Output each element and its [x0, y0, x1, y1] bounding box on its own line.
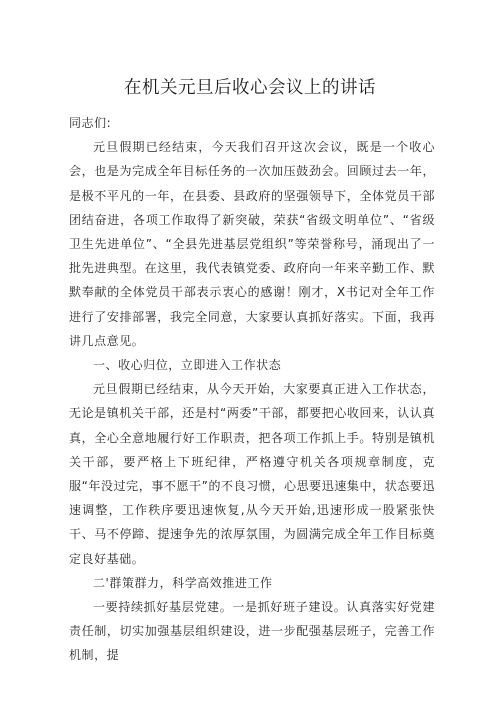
- section-heading-2: 二'群策群力，科学高效推进工作: [93, 575, 273, 590]
- document-body: [69, 111, 435, 668]
- section-heading-1: 一、收心归位，立即进入工作状态: [93, 358, 282, 373]
- paragraph-section-2: 一要持续抓好基层党建。一是抓好班子建设。认真落实好党建责任制，切实加强基层组织建设，进一步配强基层班子，完善工作机制，提: [69, 600, 435, 663]
- paragraph-section-1: 元旦假期已经结束，从今天开始，大家要真正进入工作状态，无论是镇机关干部，还是村“两委”干部，都要把心收回来，认认真真，全心全意地履行好工作职责，把各项工作抓上手。特别是镇机关干部，要严格上下班纪律，严格遵守机关各项规章制度，克服“年没过完，事不愿干”的不良习惯，心思要迅速集中，状态要迅速调整，工作秩序要迅速恢复,从今天开始,迅速形成一股紧张快干、马不停蹄、提速争先的浓厚氛围，为圆满完成全年工作目标奠定良好基础。: [69, 382, 435, 566]
- paragraph-intro: 元旦假期已经结束，今天我们召开这次会议，既是一个收心会，也是为完成全年目标任务的一次加压鼓劲会。回顾过去一年，是极不平凡的一年，在县委、县政府的坚强领导下，全体党员干部团结奋进，各项工作取得了新突破，荣获“省级文明单位”、“省级卫生先进单位”、“全县先进基层党组织”等荣誉称号，涌现出了一批先进典型。在这里，我代表镇党委、政府向一年来辛勤工作、默默奉献的全体党员干部表示衷心的感谢！刚才，X书记对全年工作进行了安排部署，我完全同意，大家要认真抓好落实。下面，我再讲几点意见。: [69, 140, 435, 348]
- document-title: 在机关元旦后收心会议上的讲话: [124, 78, 376, 98]
- salutation: 同志们:: [69, 116, 112, 130]
